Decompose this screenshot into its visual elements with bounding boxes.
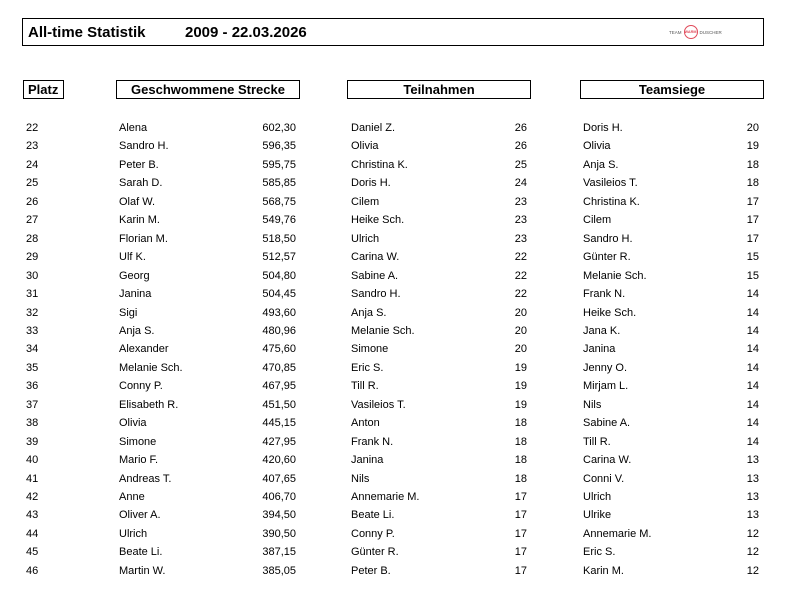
strecke-name-cell: Melanie Sch. bbox=[119, 362, 183, 374]
teilnahmen-value-cell: 22 bbox=[514, 251, 527, 263]
teilnahmen-value-cell: 20 bbox=[514, 307, 527, 319]
teamsiege-name-cell: Annemarie M. bbox=[583, 528, 652, 540]
teamsiege-name-cell: Vasileios T. bbox=[583, 177, 638, 189]
platz-cell: 26 bbox=[26, 196, 39, 208]
teamsiege-name-cell: Cilem bbox=[583, 214, 612, 226]
platz-cell: 32 bbox=[26, 307, 39, 319]
teamsiege-value-cell: 12 bbox=[746, 565, 759, 577]
title-box bbox=[22, 18, 764, 46]
teamsiege-value-cell: 20 bbox=[746, 122, 759, 134]
strecke-value-cell: 585,85 bbox=[262, 177, 296, 189]
team-logo bbox=[669, 23, 733, 41]
teamsiege-value-cell: 15 bbox=[746, 251, 759, 263]
teilnahmen-name-cell: Christina K. bbox=[351, 159, 408, 171]
teilnahmen-name-cell: Anton bbox=[351, 417, 380, 429]
teamsiege-value-cell: 19 bbox=[746, 140, 759, 152]
strecke-name-cell: Andreas T. bbox=[119, 473, 172, 485]
teilnahmen-name-cell: Sandro H. bbox=[351, 288, 401, 300]
teamsiege-value-cell: 12 bbox=[746, 546, 759, 558]
teilnahmen-name-cell: Daniel Z. bbox=[351, 122, 396, 134]
platz-cell: 38 bbox=[26, 417, 39, 429]
header-teamsiege: Teamsiege bbox=[580, 80, 764, 99]
teilnahmen-value-cell: 23 bbox=[514, 214, 527, 226]
strecke-name-cell: Florian M. bbox=[119, 233, 168, 245]
strecke-value-cell: 445,15 bbox=[262, 417, 296, 429]
teilnahmen-name-cell: Till R. bbox=[351, 380, 379, 392]
logo-ring-icon bbox=[684, 25, 698, 39]
teamsiege-value-cell: 14 bbox=[746, 343, 759, 355]
teilnahmen-value-cell: 22 bbox=[514, 270, 527, 282]
teilnahmen-name-cell: Cilem bbox=[351, 196, 380, 208]
strecke-value-cell: 480,96 bbox=[262, 325, 296, 337]
teilnahmen-name-cell: Olivia bbox=[351, 140, 379, 152]
teamsiege-name-cell: Anja S. bbox=[583, 159, 619, 171]
teamsiege-name-cell: Melanie Sch. bbox=[583, 270, 647, 282]
teamsiege-value-cell: 17 bbox=[746, 214, 759, 226]
teamsiege-name-cell: Jana K. bbox=[583, 325, 621, 337]
strecke-name-cell: Ulf K. bbox=[119, 251, 146, 263]
teamsiege-value-cell: 14 bbox=[746, 417, 759, 429]
strecke-value-cell: 390,50 bbox=[262, 528, 296, 540]
teamsiege-value-cell: 17 bbox=[746, 196, 759, 208]
teilnahmen-name-cell: Melanie Sch. bbox=[351, 325, 415, 337]
teamsiege-value-cell: 14 bbox=[746, 399, 759, 411]
strecke-name-cell: Janina bbox=[119, 288, 152, 300]
strecke-name-cell: Sigi bbox=[119, 307, 138, 319]
strecke-name-cell: Conny P. bbox=[119, 380, 163, 392]
strecke-value-cell: 467,95 bbox=[262, 380, 296, 392]
strecke-value-cell: 385,05 bbox=[262, 565, 296, 577]
platz-cell: 35 bbox=[26, 362, 39, 374]
platz-cell: 45 bbox=[26, 546, 39, 558]
teamsiege-name-cell: Doris H. bbox=[583, 122, 623, 134]
strecke-value-cell: 493,60 bbox=[262, 307, 296, 319]
teamsiege-name-cell: Ulrike bbox=[583, 509, 612, 521]
strecke-name-cell: Anja S. bbox=[119, 325, 155, 337]
teilnahmen-value-cell: 19 bbox=[514, 399, 527, 411]
teilnahmen-value-cell: 26 bbox=[514, 140, 527, 152]
strecke-value-cell: 420,60 bbox=[262, 454, 296, 466]
teamsiege-value-cell: 17 bbox=[746, 233, 759, 245]
teilnahmen-value-cell: 23 bbox=[514, 196, 527, 208]
teilnahmen-name-cell: Conny P. bbox=[351, 528, 395, 540]
strecke-value-cell: 549,76 bbox=[262, 214, 296, 226]
teamsiege-name-cell: Karin M. bbox=[583, 565, 624, 577]
platz-cell: 40 bbox=[26, 454, 39, 466]
platz-cell: 25 bbox=[26, 177, 39, 189]
teamsiege-name-cell: Günter R. bbox=[583, 251, 631, 263]
platz-cell: 23 bbox=[26, 140, 39, 152]
strecke-name-cell: Alexander bbox=[119, 343, 169, 355]
teilnahmen-name-cell: Beate Li. bbox=[351, 509, 395, 521]
strecke-name-cell: Peter B. bbox=[119, 159, 159, 171]
teilnahmen-value-cell: 17 bbox=[514, 491, 527, 503]
teamsiege-name-cell: Eric S. bbox=[583, 546, 616, 558]
platz-cell: 31 bbox=[26, 288, 39, 300]
page-title: All-time Statistik bbox=[28, 24, 146, 41]
platz-cell: 33 bbox=[26, 325, 39, 337]
teilnahmen-name-cell: Carina W. bbox=[351, 251, 400, 263]
teilnahmen-value-cell: 26 bbox=[514, 122, 527, 134]
strecke-value-cell: 504,45 bbox=[262, 288, 296, 300]
teilnahmen-name-cell: Heike Sch. bbox=[351, 214, 405, 226]
strecke-name-cell: Martin W. bbox=[119, 565, 166, 577]
strecke-name-cell: Anne bbox=[119, 491, 145, 503]
teilnahmen-name-cell: Anja S. bbox=[351, 307, 387, 319]
platz-cell: 28 bbox=[26, 233, 39, 245]
teamsiege-value-cell: 13 bbox=[746, 509, 759, 521]
teamsiege-name-cell: Sandro H. bbox=[583, 233, 633, 245]
platz-cell: 41 bbox=[26, 473, 39, 485]
teamsiege-value-cell: 13 bbox=[746, 454, 759, 466]
teilnahmen-name-cell: Eric S. bbox=[351, 362, 384, 374]
teamsiege-name-cell: Carina W. bbox=[583, 454, 632, 466]
teilnahmen-value-cell: 23 bbox=[514, 233, 527, 245]
teamsiege-name-cell: Frank N. bbox=[583, 288, 626, 300]
teamsiege-value-cell: 14 bbox=[746, 436, 759, 448]
teilnahmen-name-cell: Nils bbox=[351, 473, 370, 485]
strecke-value-cell: 602,30 bbox=[262, 122, 296, 134]
strecke-value-cell: 427,95 bbox=[262, 436, 296, 448]
platz-cell: 44 bbox=[26, 528, 39, 540]
strecke-value-cell: 394,50 bbox=[262, 509, 296, 521]
strecke-name-cell: Alena bbox=[119, 122, 148, 134]
teamsiege-name-cell: Olivia bbox=[583, 140, 611, 152]
platz-cell: 27 bbox=[26, 214, 39, 226]
teilnahmen-name-cell: Frank N. bbox=[351, 436, 394, 448]
strecke-value-cell: 387,15 bbox=[262, 546, 296, 558]
logo-text-left: TEAM bbox=[669, 29, 682, 35]
teilnahmen-value-cell: 22 bbox=[514, 288, 527, 300]
teamsiege-name-cell: Mirjam L. bbox=[583, 380, 629, 392]
teamsiege-value-cell: 12 bbox=[746, 528, 759, 540]
strecke-name-cell: Olivia bbox=[119, 417, 147, 429]
strecke-name-cell: Elisabeth R. bbox=[119, 399, 179, 411]
strecke-name-cell: Sandro H. bbox=[119, 140, 169, 152]
teilnahmen-value-cell: 20 bbox=[514, 325, 527, 337]
strecke-value-cell: 512,57 bbox=[262, 251, 296, 263]
teamsiege-value-cell: 13 bbox=[746, 473, 759, 485]
teamsiege-name-cell: Nils bbox=[583, 399, 602, 411]
teilnahmen-name-cell: Peter B. bbox=[351, 565, 391, 577]
teamsiege-name-cell: Jenny O. bbox=[583, 362, 628, 374]
teamsiege-value-cell: 18 bbox=[746, 177, 759, 189]
strecke-value-cell: 451,50 bbox=[262, 399, 296, 411]
teilnahmen-value-cell: 25 bbox=[514, 159, 527, 171]
teamsiege-name-cell: Conni V. bbox=[583, 473, 625, 485]
platz-cell: 22 bbox=[26, 122, 39, 134]
teamsiege-name-cell: Ulrich bbox=[583, 491, 612, 503]
strecke-value-cell: 596,35 bbox=[262, 140, 296, 152]
header-teilnahmen: Teilnahmen bbox=[347, 80, 531, 99]
platz-cell: 24 bbox=[26, 159, 39, 171]
platz-cell: 34 bbox=[26, 343, 39, 355]
logo-ring-text: WARM bbox=[684, 30, 697, 34]
strecke-name-cell: Ulrich bbox=[119, 528, 148, 540]
teamsiege-value-cell: 14 bbox=[746, 307, 759, 319]
teilnahmen-name-cell: Janina bbox=[351, 454, 384, 466]
teilnahmen-name-cell: Ulrich bbox=[351, 233, 380, 245]
platz-cell: 29 bbox=[26, 251, 39, 263]
teilnahmen-value-cell: 18 bbox=[514, 473, 527, 485]
teilnahmen-name-cell: Günter R. bbox=[351, 546, 399, 558]
teilnahmen-name-cell: Vasileios T. bbox=[351, 399, 406, 411]
teilnahmen-value-cell: 19 bbox=[514, 380, 527, 392]
teilnahmen-name-cell: Doris H. bbox=[351, 177, 391, 189]
teamsiege-value-cell: 15 bbox=[746, 270, 759, 282]
strecke-name-cell: Beate Li. bbox=[119, 546, 163, 558]
platz-cell: 39 bbox=[26, 436, 39, 448]
teilnahmen-value-cell: 17 bbox=[514, 528, 527, 540]
teamsiege-name-cell: Heike Sch. bbox=[583, 307, 637, 319]
strecke-value-cell: 407,65 bbox=[262, 473, 296, 485]
strecke-value-cell: 595,75 bbox=[262, 159, 296, 171]
teilnahmen-value-cell: 18 bbox=[514, 436, 527, 448]
teilnahmen-name-cell: Simone bbox=[351, 343, 389, 355]
header-platz: Platz bbox=[23, 80, 64, 99]
teilnahmen-value-cell: 17 bbox=[514, 509, 527, 521]
platz-cell: 42 bbox=[26, 491, 39, 503]
strecke-name-cell: Mario F. bbox=[119, 454, 159, 466]
teamsiege-name-cell: Janina bbox=[583, 343, 616, 355]
platz-cell: 36 bbox=[26, 380, 39, 392]
teilnahmen-name-cell: Annemarie M. bbox=[351, 491, 420, 503]
strecke-name-cell: Olaf W. bbox=[119, 196, 156, 208]
teilnahmen-name-cell: Sabine A. bbox=[351, 270, 399, 282]
strecke-value-cell: 470,85 bbox=[262, 362, 296, 374]
page-period: 2009 - 22.03.2026 bbox=[185, 24, 307, 41]
teamsiege-name-cell: Christina K. bbox=[583, 196, 640, 208]
teamsiege-value-cell: 14 bbox=[746, 362, 759, 374]
teamsiege-value-cell: 18 bbox=[746, 159, 759, 171]
teilnahmen-value-cell: 24 bbox=[514, 177, 527, 189]
strecke-name-cell: Sarah D. bbox=[119, 177, 163, 189]
teilnahmen-value-cell: 20 bbox=[514, 343, 527, 355]
teilnahmen-value-cell: 17 bbox=[514, 565, 527, 577]
teamsiege-value-cell: 14 bbox=[746, 380, 759, 392]
teilnahmen-value-cell: 17 bbox=[514, 546, 527, 558]
platz-cell: 43 bbox=[26, 509, 39, 521]
platz-cell: 46 bbox=[26, 565, 39, 577]
teilnahmen-value-cell: 18 bbox=[514, 417, 527, 429]
strecke-value-cell: 518,50 bbox=[262, 233, 296, 245]
header-strecke: Geschwommene Strecke bbox=[116, 80, 300, 99]
strecke-value-cell: 406,70 bbox=[262, 491, 296, 503]
teamsiege-name-cell: Till R. bbox=[583, 436, 611, 448]
teamsiege-value-cell: 14 bbox=[746, 325, 759, 337]
strecke-name-cell: Karin M. bbox=[119, 214, 160, 226]
teamsiege-value-cell: 13 bbox=[746, 491, 759, 503]
teamsiege-value-cell: 14 bbox=[746, 288, 759, 300]
strecke-name-cell: Simone bbox=[119, 436, 157, 448]
strecke-name-cell: Georg bbox=[119, 270, 150, 282]
strecke-value-cell: 568,75 bbox=[262, 196, 296, 208]
strecke-name-cell: Oliver A. bbox=[119, 509, 161, 521]
platz-cell: 30 bbox=[26, 270, 39, 282]
strecke-value-cell: 475,60 bbox=[262, 343, 296, 355]
teilnahmen-value-cell: 18 bbox=[514, 454, 527, 466]
logo-text-right: DUSCHER bbox=[699, 29, 722, 35]
platz-cell: 37 bbox=[26, 399, 39, 411]
teamsiege-name-cell: Sabine A. bbox=[583, 417, 631, 429]
teilnahmen-value-cell: 19 bbox=[514, 362, 527, 374]
strecke-value-cell: 504,80 bbox=[262, 270, 296, 282]
